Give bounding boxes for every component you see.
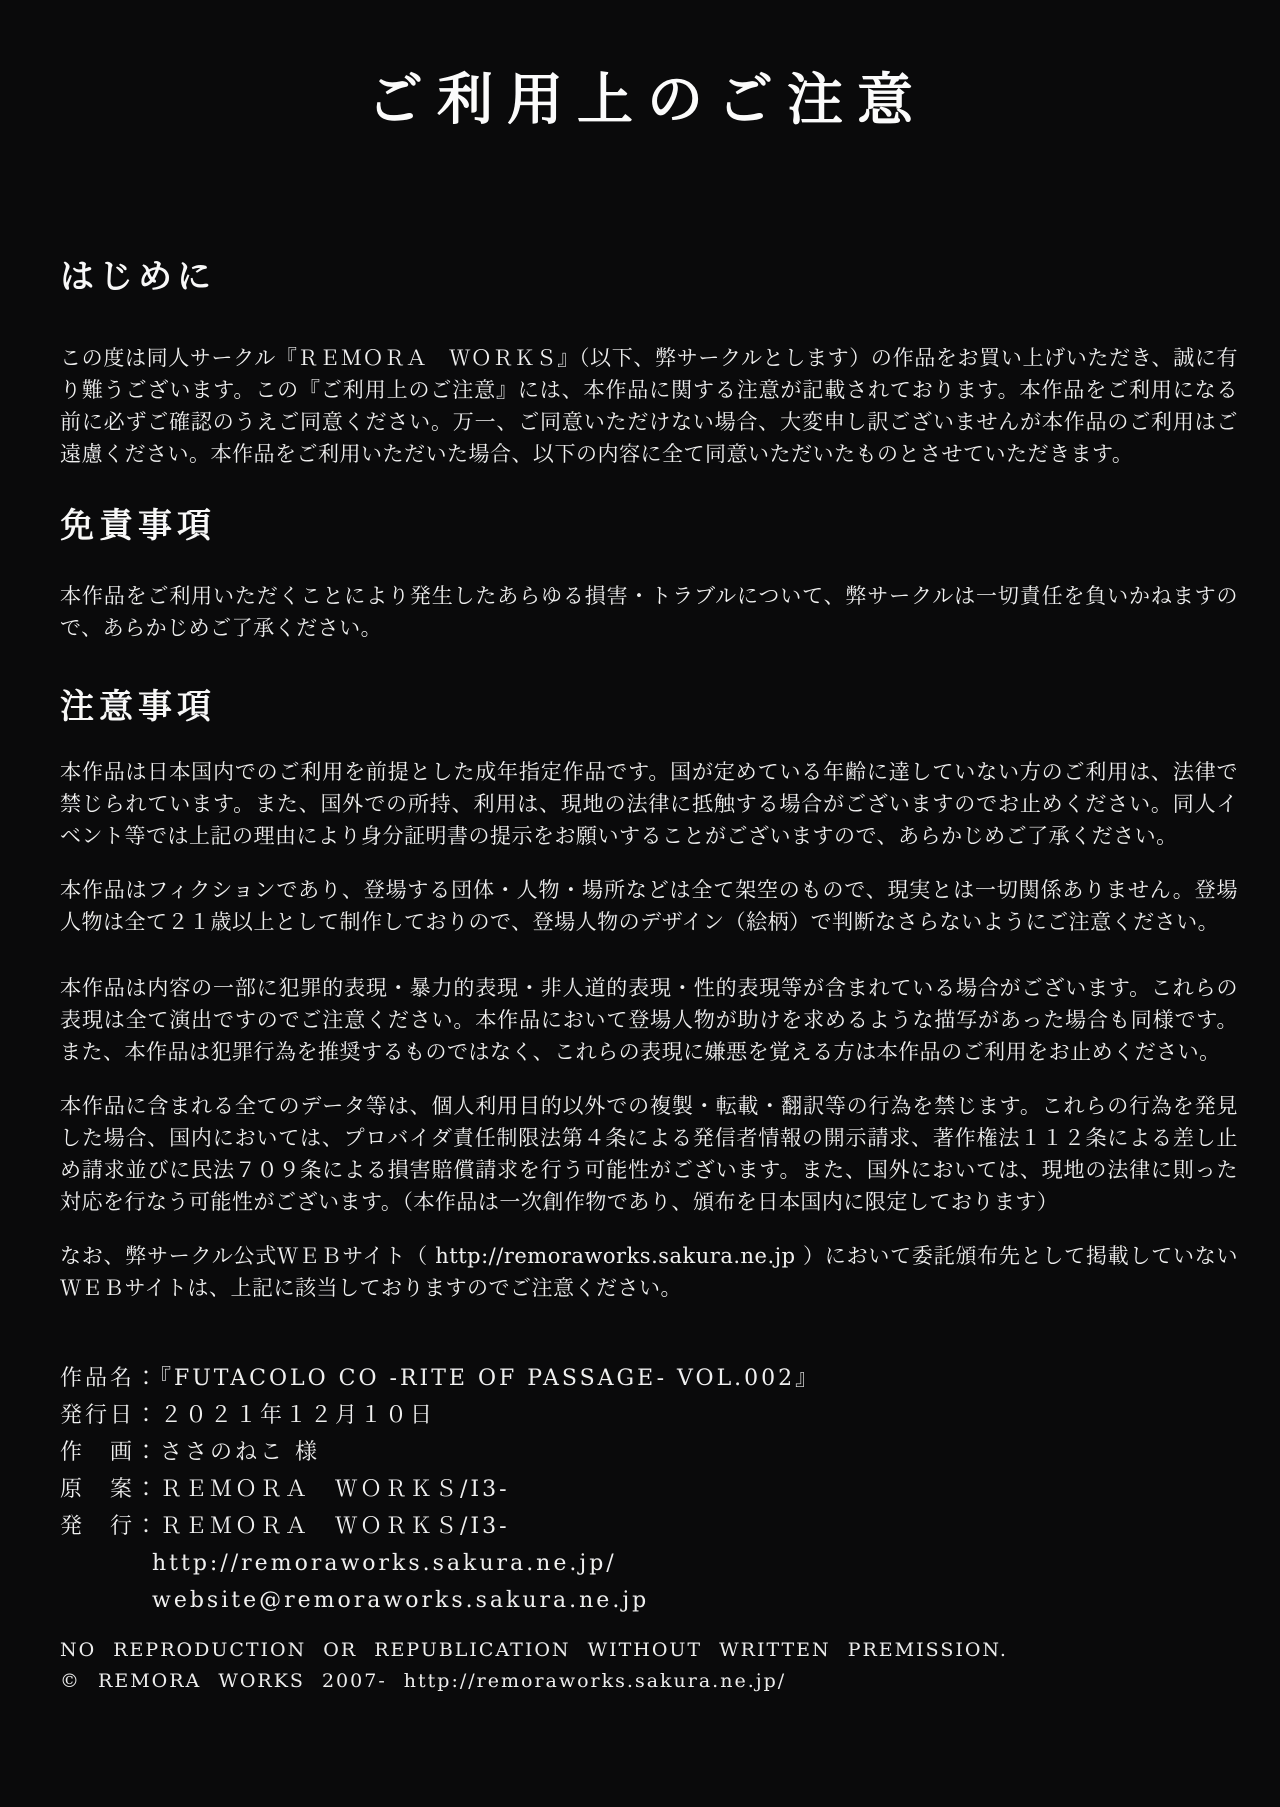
credit-publisher: 発 行：ＲＥＭＯＲＡ ＷＯＲＫＳ/I3- <box>60 1514 510 1539</box>
no-reproduction-notice: NO REPRODUCTION OR REPUBLICATION WITHOUT WRITTEN PREMISSION. <box>60 1639 1008 1661</box>
caution-paragraph-copyright: 本作品に含まれる全てのデータ等は、個人利用目的以外での複製・転載・翻訳等の行為を禁じます。これらの行為を発見した場合、国内においては、プロバイダ責任制限法第４条による発信者情報の開示請求、著作権法１１２条による差し止め請求並びに民法７０９条による損害賠償請求を行う可能性がございます。また、国外においては、現地の法律に則った対応を行なう可能性がございます。（本作品は一次創作物であり、頒布を日本国内に限定しております） <box>60 1094 1238 1214</box>
caution-paragraph-age-restriction: 本作品は日本国内でのご利用を前提とした成年指定作品です。国が定めている年齢に達していない方のご利用は、法律で禁じられています。また、国外での所持、利用は、現地の法律に抵触する場合がございますのでお止めください。同人イベント等では上記の理由により身分証明書の提示をお願いすることがございますので、あらかじめご了承ください。 <box>60 760 1238 848</box>
copyright-line: © REMORA WORKS 2007- http://remoraworks.sakura.ne.jp/ <box>60 1670 787 1692</box>
section-disclaimer <box>0 505 1280 644</box>
credit-illustrator: 作 画：ささのねこ 様 <box>60 1440 320 1465</box>
caution-paragraph-expressions: 本作品は内容の一部に犯罪的表現・暴力的表現・非人道的表現・性的表現等が含まれている場合がございます。これらの表現は全て演出ですのでご注意ください。本作品において登場人物が助けを求めるような描写があった場合も同様です。また、本作品は犯罪行為を推奨するものではなく、これらの表現に嫌悪を覚える方は本作品のご利用をお止めください。 <box>60 976 1238 1064</box>
colophon-credits <box>60 1360 1280 1619</box>
section-caution <box>0 686 1280 1304</box>
credit-original-concept: 原 案：ＲＥＭＯＲＡ ＷＯＲＫＳ/I3- <box>60 1477 510 1502</box>
caution-paragraph-official-website: なお、弊サークル公式ＷＥＢサイト（ http://remoraworks.sakura.ne.jp ）において委託頒布先として掲載していないＷＥＢサイトは、上記に該当しておりますのでご注意ください。 <box>60 1244 1238 1300</box>
section-heading-disclaimer: 免責事項 <box>60 506 216 546</box>
caution-paragraph-fiction: 本作品はフィクションであり、登場する団体・人物・場所などは全て架空のもので、現実とは一切関係ありません。登場人物は全て２１歳以上として制作しておりので、登場人物のデザイン（絵柄）で判断なさらないようにご注意ください。 <box>60 878 1238 934</box>
section-intro <box>0 256 1280 470</box>
credit-publish-date: 発行日：２０２１年１２月１０日 <box>60 1403 436 1428</box>
page-title: ご利用上のご注意 <box>367 67 927 133</box>
credit-work-title: 作品名：『FUTACOLO CO -RITE OF PASSAGE- VOL.002』 <box>60 1366 821 1391</box>
intro-paragraph: この度は同人サークル『ＲＥＭＯＲＡ ＷＯＲＫＳ』（以下、弊サークルとします）の作品をお買い上げいただき、誠に有り難うございます。この『ご利用上のご注意』には、本作品に関する注意が記載されております。本作品をご利用になる前に必ずご確認のうえご同意ください。万一、ご同意いただけない場合、大変申し訳ございませんが本作品のご利用はご遠慮ください。本作品をご利用いただいた場合、以下の内容に全て同意いただいたものとさせていただきます。 <box>60 346 1238 466</box>
section-heading-caution: 注意事項 <box>60 687 216 727</box>
disclaimer-paragraph: 本作品をご利用いただくことにより発生したあらゆる損害・トラブルについて、弊サークルは一切責任を負いかねますので、あらかじめご了承ください。 <box>60 584 1238 640</box>
section-heading-intro: はじめに <box>60 257 216 297</box>
credit-contact-email: website@remoraworks.sakura.ne.jp <box>152 1588 650 1613</box>
copyright-footer <box>60 1635 1280 1697</box>
credit-website-url: http://remoraworks.sakura.ne.jp/ <box>152 1551 617 1576</box>
